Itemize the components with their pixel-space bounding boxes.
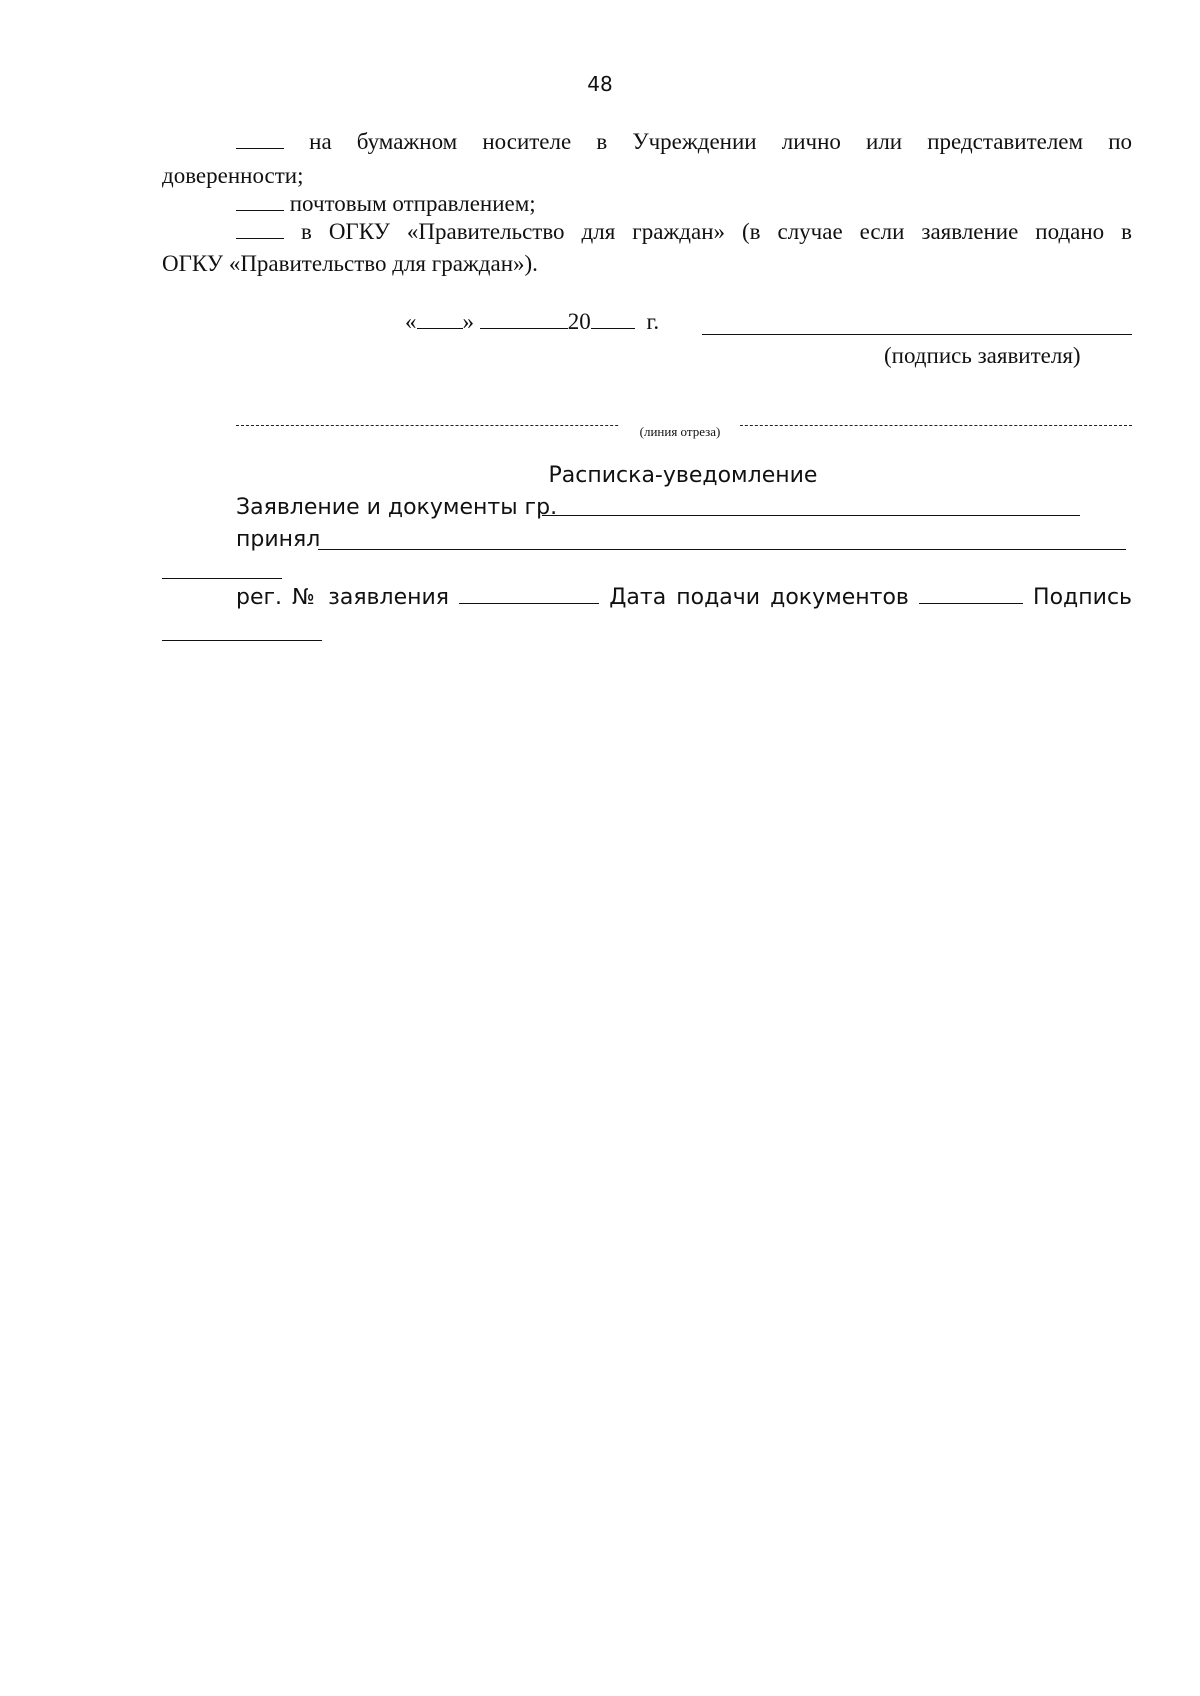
receipt-reg-line (236, 584, 1132, 612)
option-ogku-text: в ОГКУ «Правительство для граждан» (в случае если заявление подано в (300, 219, 1133, 244)
receipt-accepted-line (236, 526, 320, 554)
accepted-by-field-continuation[interactable] (162, 578, 282, 579)
cut-line-label: (линия отреза) (620, 424, 740, 440)
submission-date-field[interactable] (919, 585, 1023, 604)
receipt-documents-line (236, 494, 557, 522)
month-field[interactable] (480, 310, 568, 329)
receipt-signature-label: Подпись (1033, 585, 1133, 610)
option-paper-checkbox-blank[interactable] (236, 130, 284, 149)
year-field[interactable] (591, 310, 635, 329)
option-mail-text: почтовым отправлением; (289, 191, 536, 216)
date-close-quote: » (462, 309, 474, 334)
submission-date-label: Дата подачи документов (609, 585, 909, 610)
receipt-documents-label: Заявление и документы гр. (236, 495, 558, 520)
option-ogku-line (236, 218, 1132, 246)
option-paper-line (236, 128, 1132, 156)
date-open-quote: « (405, 309, 417, 334)
receipt-accepted-label: принял (236, 527, 321, 552)
receipt-title: Расписка-уведомление (548, 463, 818, 488)
applicant-signature-field[interactable] (702, 334, 1132, 335)
reg-number-label: рег. № заявления (236, 585, 450, 610)
option-paper-text: на бумажном носителе в Учреждении лично или представителем по (309, 129, 1133, 154)
option-ogku-checkbox-blank[interactable] (236, 220, 284, 239)
option-ogku-continuation: ОГКУ «Правительство для граждан»). (162, 251, 538, 276)
day-field[interactable] (417, 310, 463, 329)
accepted-by-field[interactable] (318, 549, 1126, 550)
year-suffix: г. (646, 309, 660, 334)
date-line (405, 308, 659, 336)
page-number: 48 (587, 72, 613, 96)
receipt-signature-field[interactable] (162, 640, 322, 641)
option-paper-continuation: доверенности; (162, 163, 304, 188)
option-mail-line (236, 190, 536, 218)
year-prefix: 20 (567, 309, 591, 334)
citizen-name-field[interactable] (542, 515, 1080, 516)
option-mail-checkbox-blank[interactable] (236, 192, 284, 211)
signature-caption: (подпись заявителя) (884, 343, 1081, 368)
reg-number-field[interactable] (459, 585, 599, 604)
